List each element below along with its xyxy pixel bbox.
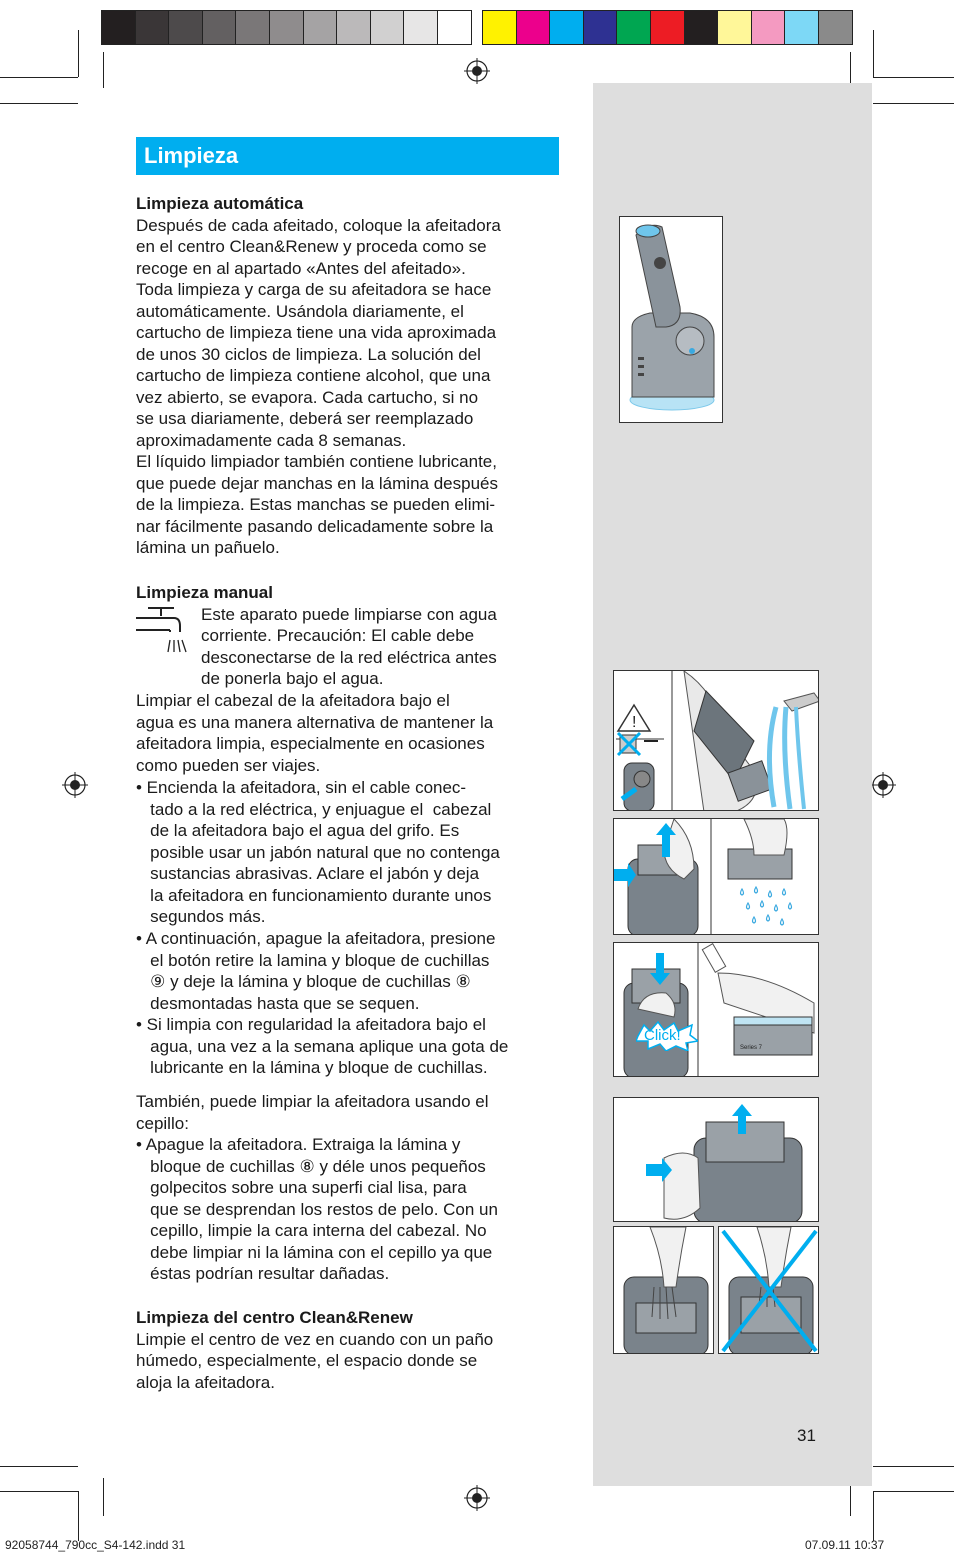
text-line: desconectarse de la red eléctrica antes <box>201 647 497 667</box>
text-line: sustancias abrasivas. Aclare el jabón y deja <box>136 864 480 883</box>
text-line: afeitadora limpia, especialmente en ocasiones <box>136 734 485 753</box>
rinse-under-tap-illustration <box>613 670 819 811</box>
text-line: Limpie el centro de vez en cuando con un paño <box>136 1329 494 1349</box>
color-swatch <box>303 10 338 45</box>
text-line: bloque de cuchillas ⑧ y déle unos pequeños <box>136 1156 486 1176</box>
text-line: lubricante en la lámina y bloque de cuchillas. <box>136 1058 488 1077</box>
renew-cleaning-title: Limpieza del centro Clean&Renew <box>136 1308 413 1327</box>
color-swatch <box>168 10 203 45</box>
color-swatch <box>784 10 819 45</box>
color-swatch <box>370 10 405 45</box>
svg-text:!: ! <box>632 714 637 731</box>
crop-mark <box>0 77 78 78</box>
text-line: húmedo, especialmente, el espacio donde se <box>136 1351 478 1370</box>
footer-date: 07.09.11 10:37 <box>805 1538 885 1552</box>
crop-mark <box>103 52 104 88</box>
color-swatch <box>403 10 438 45</box>
crop-mark <box>873 1466 954 1467</box>
clean-renew-station-illustration <box>619 216 723 423</box>
section-heading <box>136 137 559 175</box>
crop-mark <box>0 103 78 104</box>
text-line: segundos más. <box>136 907 266 926</box>
text-line: • Apague la afeitadora. Extraiga la lámina y <box>136 1135 461 1154</box>
registration-mark-icon <box>464 58 490 84</box>
crop-mark <box>873 103 954 104</box>
color-swatch <box>135 10 170 45</box>
text-line: desmontadas hasta que se sequen. <box>136 993 420 1013</box>
text-line: El líquido limpiador también contiene lubricante, <box>136 452 497 471</box>
text-line: lámina un pañuelo. <box>136 538 280 557</box>
text-line: éstas podrían resultar dañadas. <box>136 1264 390 1283</box>
crop-mark <box>873 1491 874 1541</box>
text-line: agua, una vez a la semana aplique una gota de <box>136 1036 509 1056</box>
text-line: aproximadamente cada 8 semanas. <box>136 430 407 450</box>
crop-mark <box>873 77 954 78</box>
color-swatch <box>583 10 618 45</box>
crop-mark <box>0 1466 78 1467</box>
text-line: que se desprendan los restos de pelo. Con un <box>136 1199 498 1219</box>
text-line: • Si limpia con regularidad la afeitadora bajo el <box>136 1015 486 1034</box>
text-line: corriente. Precaución: El cable debe <box>201 626 475 645</box>
text-line: Después de cada afeitado, coloque la afeitadora <box>136 215 501 235</box>
text-line: Toda limpieza y carga de su afeitadora se hace <box>136 280 492 299</box>
color-swatch <box>549 10 584 45</box>
text-line: tado a la red eléctrica, y enjuague el cabezal <box>136 799 492 819</box>
text-line: Este aparato puede limpiarse con agua <box>201 604 497 624</box>
crop-mark <box>873 1491 954 1492</box>
text-line: ⑨ y deje la lámina y bloque de cuchillas ⑧ <box>136 972 471 991</box>
text-line: la afeitadora en funcionamiento durante unos <box>136 885 492 905</box>
text-line: el botón retire la lamina y bloque de cuchillas <box>136 950 490 970</box>
manual-cleaning-title: Limpieza manual <box>136 583 273 602</box>
color-swatch <box>616 10 651 45</box>
crop-mark <box>873 30 874 77</box>
series-label: Series 7 <box>740 1045 763 1051</box>
text-line: de unos 30 ciclos de limpieza. La solución del <box>136 344 481 364</box>
color-swatch <box>235 10 270 45</box>
text-line: • A continuación, apague la afeitadora, presione <box>136 929 496 948</box>
text-line: de ponerla bajo el agua. <box>201 669 384 688</box>
automatic-cleaning-title: Limpieza automática <box>136 194 304 213</box>
crop-mark <box>78 30 79 77</box>
text-line: golpecitos sobre una superfi cial lisa, para <box>136 1178 467 1197</box>
text-line: en el centro Clean&Renew y proceda como se <box>136 237 487 256</box>
brush-cleaning-illustration <box>613 1226 714 1354</box>
color-swatch <box>202 10 237 45</box>
color-swatch <box>650 10 685 45</box>
text-line: como pueden ser viajes. <box>136 755 321 775</box>
page-number: 31 <box>797 1426 816 1445</box>
registration-mark-icon <box>62 772 88 798</box>
page-title: Limpieza <box>144 143 239 168</box>
registration-mark-icon <box>464 1485 490 1511</box>
registration-mark-icon <box>870 772 896 798</box>
text-line: cartucho de limpieza contiene alcohol, que una <box>136 366 491 385</box>
text-line: cartucho de limpieza tiene una vida aproximada <box>136 323 497 342</box>
text-line: También, puede limpiar la afeitadora usando el <box>136 1092 489 1111</box>
color-swatch <box>482 10 517 45</box>
color-swatch <box>269 10 304 45</box>
text-line: de la afeitadora bajo el agua del grifo. Es <box>136 821 460 840</box>
color-swatch <box>336 10 371 45</box>
text-line: vez abierto, se evapora. Cada cartucho, si no <box>136 387 479 407</box>
color-swatch <box>751 10 786 45</box>
lubricate-and-click-illustration <box>613 942 819 1077</box>
click-label: Click! <box>644 1027 681 1044</box>
text-line: cepillo, limpie la cara interna del cabezal. No <box>136 1221 487 1240</box>
text-line: Limpiar el cabezal de la afeitadora bajo el <box>136 691 450 710</box>
text-line: posible usar un jabón natural que no contenga <box>136 842 500 862</box>
text-line: debe limpiar ni la lámina con el cepillo ya que <box>136 1242 493 1262</box>
color-swatch <box>516 10 551 45</box>
click-burst-icon <box>636 1021 698 1051</box>
text-line: • Encienda la afeitadora, sin el cable conec- <box>136 778 467 797</box>
text-line: cepillo: <box>136 1113 189 1133</box>
color-swatch <box>717 10 752 45</box>
color-swatch <box>684 10 719 45</box>
text-line: nar fácilmente pasando delicadamente sobre la <box>136 516 494 536</box>
footer-file-name: 92058744_790cc_S4-142.indd 31 <box>5 1538 186 1552</box>
brush-foil-forbidden-illustration <box>718 1226 819 1354</box>
remove-foil-illustration <box>613 818 819 935</box>
text-line: de la limpieza. Estas manchas se pueden elimi- <box>136 495 496 514</box>
color-swatch <box>101 10 136 45</box>
crop-mark <box>0 1491 78 1492</box>
text-line: se usa diariamente, deberá ser reemplazado <box>136 409 474 428</box>
crop-mark <box>78 1491 79 1541</box>
text-line: aloja la afeitadora. <box>136 1372 275 1392</box>
color-swatch <box>818 10 853 45</box>
text-line: automáticamente. Usándola diariamente, el <box>136 301 464 321</box>
text-line: agua es una manera alternativa de mantener la <box>136 712 494 732</box>
tap-out-cutter-illustration <box>613 1097 819 1222</box>
color-swatch <box>437 10 472 45</box>
water-tap-icon <box>134 606 190 656</box>
crop-mark <box>103 1478 104 1516</box>
text-line: que puede dejar manchas en la lámina después <box>136 473 498 493</box>
text-line: recoge en al apartado «Antes del afeitado». <box>136 258 466 278</box>
